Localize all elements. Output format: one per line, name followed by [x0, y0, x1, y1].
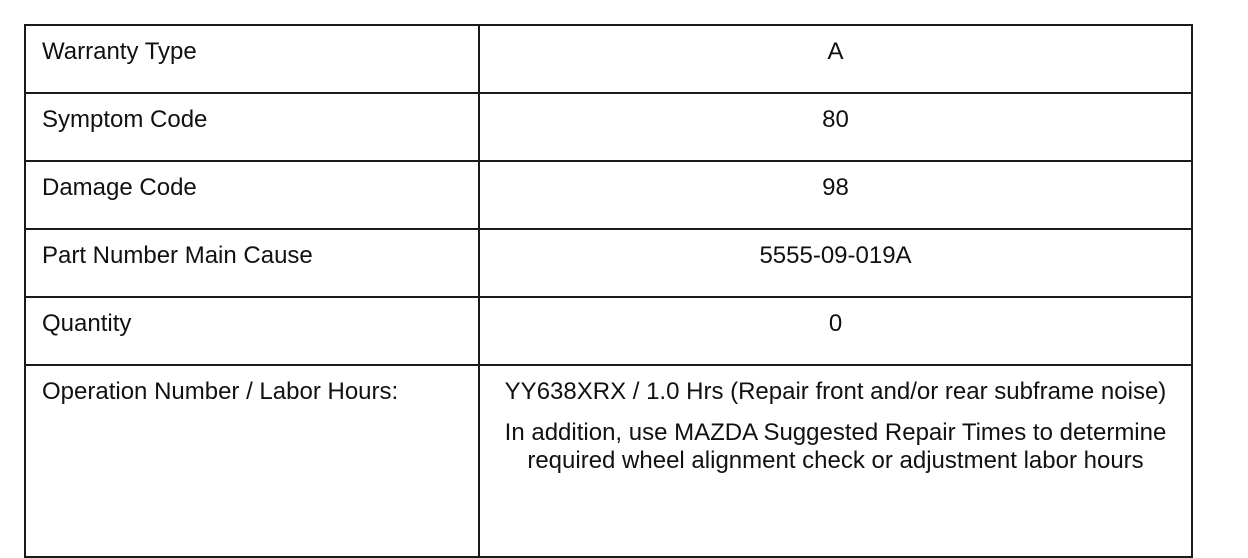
table-row-part-number	[25, 229, 1192, 297]
warranty-info-table	[24, 24, 1193, 558]
table-row-warranty-type	[25, 25, 1192, 93]
part-number-label: Part Number Main Cause	[25, 229, 479, 297]
table-row-operation	[25, 365, 1192, 557]
operation-number-text: YY638XRX / 1.0 Hrs (Repair front and/or rear subframe noise)	[504, 378, 1167, 405]
symptom-code-value: 80	[479, 93, 1192, 161]
operation-label: Operation Number / Labor Hours:	[25, 365, 479, 557]
warranty-type-label: Warranty Type	[25, 25, 479, 93]
repair-times-note: In addition, use MAZDA Suggested Repair Times to determine required wheel alignment check or adjustment labor hours	[504, 419, 1167, 474]
part-number-value: 5555-09-019A	[479, 229, 1192, 297]
warranty-type-value: A	[479, 25, 1192, 93]
table-row-quantity	[25, 297, 1192, 365]
quantity-label: Quantity	[25, 297, 479, 365]
damage-code-value: 98	[479, 161, 1192, 229]
table-row-damage-code	[25, 161, 1192, 229]
operation-value-cell	[479, 365, 1192, 557]
symptom-code-label: Symptom Code	[25, 93, 479, 161]
table-row-symptom-code	[25, 93, 1192, 161]
quantity-value: 0	[479, 297, 1192, 365]
damage-code-label: Damage Code	[25, 161, 479, 229]
